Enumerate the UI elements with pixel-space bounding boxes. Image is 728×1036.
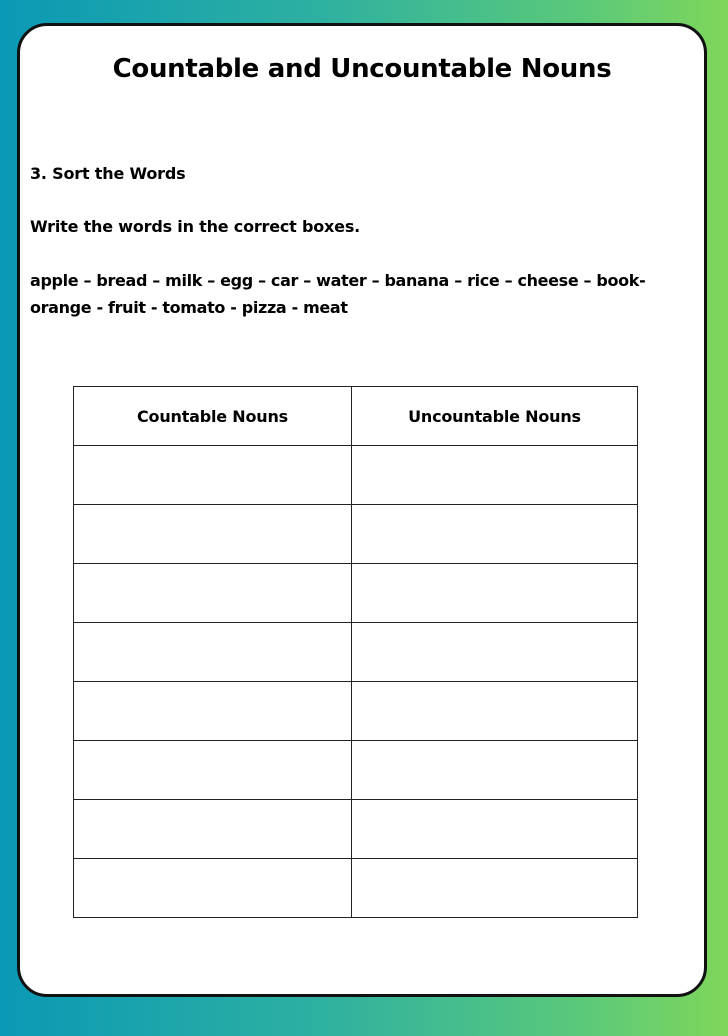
table-row <box>74 446 638 505</box>
uncountable-answer-cell[interactable] <box>352 800 638 859</box>
uncountable-answer-cell[interactable] <box>352 859 638 918</box>
word-bank-line-1: apple – bread – milk – egg – car – water – banana – rice – cheese – book- <box>30 271 646 290</box>
countable-nouns-header: Countable Nouns <box>74 387 352 446</box>
section-heading: 3. Sort the Words <box>30 164 186 183</box>
uncountable-answer-cell[interactable] <box>352 623 638 682</box>
worksheet-card <box>17 23 707 997</box>
countable-answer-cell[interactable] <box>74 859 352 918</box>
table-row <box>74 505 638 564</box>
countable-answer-cell[interactable] <box>74 682 352 741</box>
countable-answer-cell[interactable] <box>74 800 352 859</box>
sorting-table <box>73 386 638 918</box>
uncountable-answer-cell[interactable] <box>352 446 638 505</box>
word-bank-line-2: orange - fruit - tomato - pizza - meat <box>30 298 348 317</box>
table-row <box>74 564 638 623</box>
table-row <box>74 859 638 918</box>
countable-answer-cell[interactable] <box>74 623 352 682</box>
countable-answer-cell[interactable] <box>74 564 352 623</box>
table-row <box>74 800 638 859</box>
countable-answer-cell[interactable] <box>74 446 352 505</box>
countable-answer-cell[interactable] <box>74 505 352 564</box>
uncountable-answer-cell[interactable] <box>352 505 638 564</box>
uncountable-answer-cell[interactable] <box>352 564 638 623</box>
worksheet-title: Countable and Uncountable Nouns <box>112 54 612 84</box>
uncountable-nouns-header: Uncountable Nouns <box>352 387 638 446</box>
countable-answer-cell[interactable] <box>74 741 352 800</box>
uncountable-answer-cell[interactable] <box>352 682 638 741</box>
table-row <box>74 741 638 800</box>
table-row <box>74 623 638 682</box>
table-row <box>74 682 638 741</box>
table-header-row <box>74 387 638 446</box>
instruction-text: Write the words in the correct boxes. <box>30 217 361 236</box>
uncountable-answer-cell[interactable] <box>352 741 638 800</box>
